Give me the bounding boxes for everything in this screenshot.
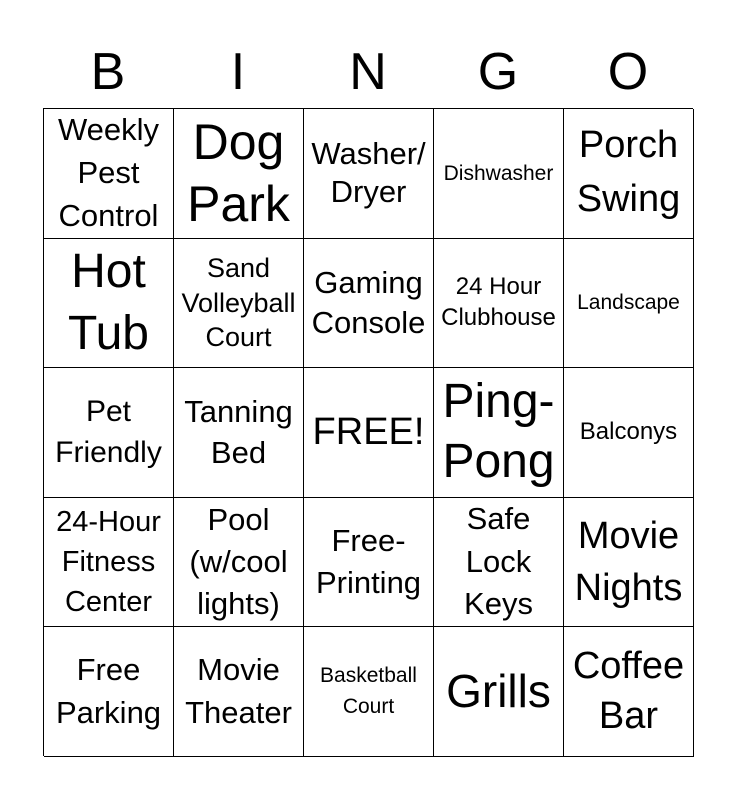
bingo-cell-label: Coffee Bar bbox=[572, 645, 685, 737]
bingo-cell[interactable] bbox=[44, 627, 174, 757]
bingo-cell[interactable] bbox=[564, 627, 694, 757]
bingo-cell-label: Movie Theater bbox=[185, 651, 292, 730]
bingo-cell[interactable] bbox=[44, 239, 174, 369]
bingo-cell[interactable] bbox=[304, 627, 434, 757]
bingo-cell-label: Dog Park bbox=[187, 113, 290, 233]
bingo-cell-label: FREE! bbox=[312, 411, 425, 454]
bingo-cell-label: 24 Hour Clubhouse bbox=[441, 273, 556, 331]
bingo-cell[interactable] bbox=[304, 109, 434, 239]
bingo-cell[interactable] bbox=[564, 368, 694, 498]
bingo-cell-label: Hot Tub bbox=[68, 244, 149, 360]
bingo-cell-label: 24-Hour Fitness Center bbox=[56, 506, 161, 619]
bingo-cell-label: Sand Volleyball Court bbox=[181, 253, 296, 353]
bingo-cell-label: Safe Lock Keys bbox=[464, 500, 533, 622]
bingo-cell[interactable] bbox=[564, 109, 694, 239]
bingo-cell[interactable] bbox=[434, 627, 564, 757]
bingo-cell-label: Pet Friendly bbox=[55, 395, 162, 470]
bingo-board bbox=[43, 108, 693, 756]
bingo-cell-label: Landscape bbox=[577, 291, 680, 315]
bingo-cell-label: Tanning Bed bbox=[184, 393, 293, 471]
bingo-cell[interactable] bbox=[44, 368, 174, 498]
bingo-cell-label: Grills bbox=[446, 664, 551, 717]
header-letter-b: B bbox=[90, 43, 126, 101]
bingo-cell[interactable] bbox=[434, 109, 564, 239]
header-letter-o: O bbox=[607, 43, 649, 101]
bingo-cell-label: Weekly Pest Control bbox=[57, 112, 160, 233]
bingo-cell-label: Dishwasher bbox=[443, 161, 554, 185]
bingo-cell[interactable] bbox=[304, 239, 434, 369]
bingo-cell[interactable] bbox=[304, 498, 434, 628]
bingo-cell[interactable] bbox=[174, 498, 304, 628]
bingo-header bbox=[43, 38, 693, 106]
bingo-cell[interactable] bbox=[434, 498, 564, 628]
bingo-cell-label: Free- Printing bbox=[315, 523, 422, 601]
bingo-cell[interactable] bbox=[304, 368, 434, 498]
header-letter-n: N bbox=[349, 43, 387, 101]
bingo-cell-label: Gaming Console bbox=[311, 265, 426, 340]
bingo-cell-label: Movie Nights bbox=[574, 514, 683, 610]
bingo-cell[interactable] bbox=[174, 109, 304, 239]
bingo-cell-label: Balconys bbox=[579, 418, 678, 446]
bingo-cell-label: Porch Swing bbox=[576, 124, 681, 221]
bingo-cell[interactable] bbox=[564, 239, 694, 369]
header-letter-i: I bbox=[230, 43, 246, 101]
bingo-cell[interactable] bbox=[44, 498, 174, 628]
bingo-cell-label: Free Parking bbox=[55, 651, 162, 730]
bingo-cell-label: Pool (w/cool lights) bbox=[189, 502, 288, 621]
bingo-cell[interactable] bbox=[174, 239, 304, 369]
bingo-cell[interactable] bbox=[434, 368, 564, 498]
bingo-cell[interactable] bbox=[174, 368, 304, 498]
bingo-cell[interactable] bbox=[434, 239, 564, 369]
bingo-cell-label: Ping- Pong bbox=[442, 375, 555, 489]
bingo-cell-label: Washer/ Dryer bbox=[311, 135, 426, 210]
header-letter-g: G bbox=[477, 43, 519, 101]
bingo-cell[interactable] bbox=[44, 109, 174, 239]
bingo-cell-label: Basketball Court bbox=[320, 664, 417, 718]
bingo-cell[interactable] bbox=[564, 498, 694, 628]
bingo-cell[interactable] bbox=[174, 627, 304, 757]
